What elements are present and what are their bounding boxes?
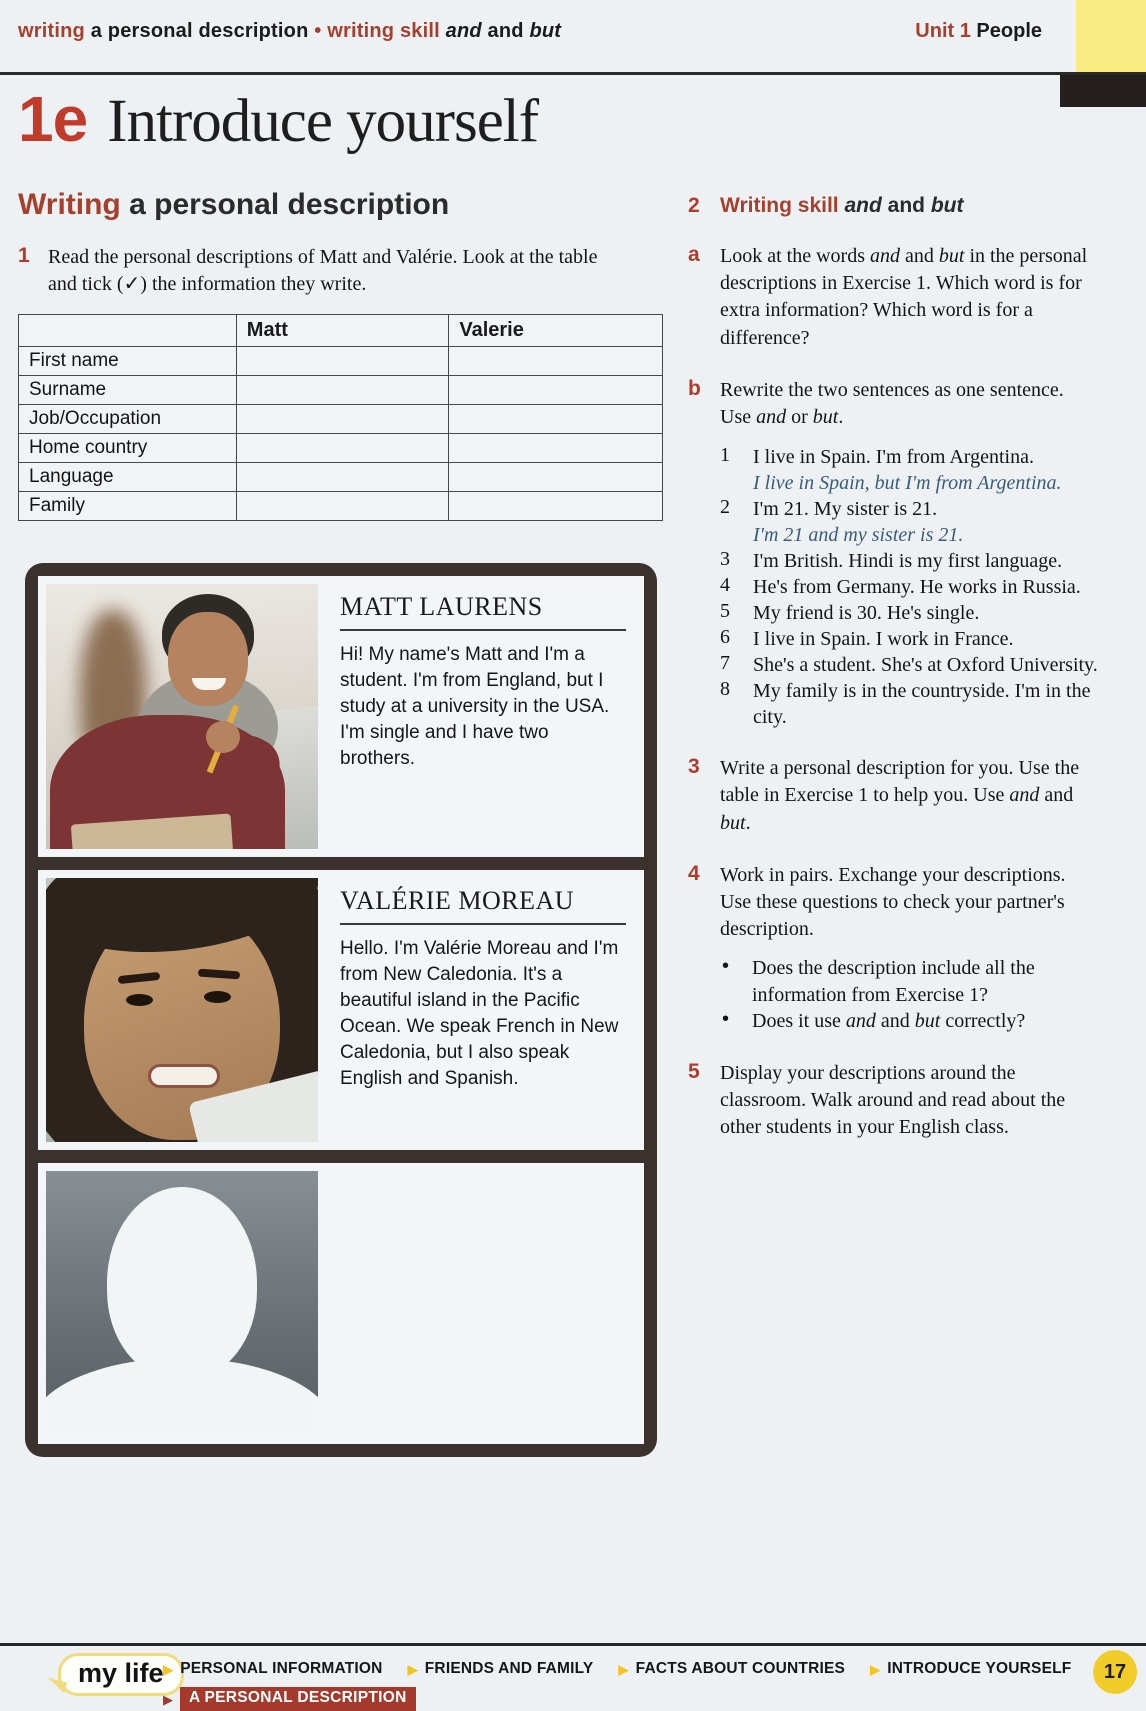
- tick-cell: [449, 346, 663, 375]
- table-header-row: [19, 314, 663, 346]
- checklist-item: • Does it use and and but correctly?: [722, 1008, 1128, 1035]
- rewrite-question: My friend is 30. He's single.: [753, 602, 980, 625]
- profile-card-matt: [38, 576, 644, 857]
- section-heading-writing: Writing a personal description: [18, 188, 450, 221]
- page-header-breadcrumb: writing a personal description • writing skill and and but: [18, 20, 562, 42]
- checklist-item: • Does the description include all the information from Exercise 1?: [722, 955, 1128, 1008]
- row-label: Family: [19, 491, 237, 520]
- row-label: Job/Occupation: [19, 404, 237, 433]
- footer-divider: [0, 1643, 1146, 1646]
- exercise-3: [688, 755, 1128, 837]
- tick-cell: [449, 433, 663, 462]
- exercise-5-number: 5: [688, 1060, 700, 1084]
- exercise-4-number: 4: [688, 861, 700, 885]
- silhouette-shoulders: [46, 1358, 318, 1436]
- lesson-badge: 1e: [18, 83, 88, 155]
- page-number: 17: [1093, 1650, 1137, 1694]
- section-2-number: 2: [688, 194, 700, 217]
- avatar-placeholder: [46, 1171, 318, 1436]
- profile-cards-frame: [25, 563, 657, 1457]
- matt-description: Hi! My name's Matt and I'm a student. I'm from England, but I study at a university in the USA. I'm single and I have two brothers.: [340, 644, 610, 770]
- right-column: [688, 194, 1128, 1142]
- exercise-1-number: 1: [18, 244, 30, 267]
- footer-nav: [163, 1660, 1071, 1678]
- table-row: [19, 346, 663, 375]
- arrow-icon: ▶: [618, 1661, 629, 1677]
- rewrite-question: I live in Spain. I work in France.: [753, 628, 1014, 651]
- exercise-1-instruction: Read the personal descriptions of Matt and Valérie. Look at the table and tick (✓) the information they write.: [48, 246, 598, 295]
- tick-table: [18, 314, 663, 521]
- name-underline: [340, 923, 626, 925]
- rewrite-list: [720, 444, 1128, 730]
- rewrite-item: 5 My friend is 30. He's single.: [720, 600, 980, 625]
- footer-nav-facts-about-countries: ▶ FACTS ABOUT COUNTRIES: [618, 1660, 846, 1677]
- breadcrumb-bullet: •: [314, 20, 322, 42]
- silhouette-head: [107, 1187, 257, 1379]
- rewrite-question: I'm 21. My sister is 21.: [753, 498, 938, 521]
- rewrite-answer: I live in Spain, but I'm from Argentina.: [753, 472, 1062, 495]
- table-header-valerie: Valerie: [449, 314, 663, 346]
- tick-cell: [449, 375, 663, 404]
- my-life-logo: my life: [58, 1653, 184, 1696]
- blank-description-panel: [326, 1163, 644, 1444]
- profile-card-valerie: [38, 870, 644, 1151]
- row-label: Surname: [19, 375, 237, 404]
- rewrite-question: My family is in the countryside. I'm in the city.: [753, 680, 1091, 729]
- exercise-4-checklist: [722, 955, 1128, 1035]
- table-row: [19, 462, 663, 491]
- rewrite-question: She's a student. She's at Oxford University.: [753, 654, 1098, 677]
- exercise-3-number: 3: [688, 755, 700, 779]
- exercise-5: [688, 1060, 1128, 1142]
- arrow-icon: ▶: [163, 1661, 174, 1677]
- bullet-icon: •: [722, 1008, 730, 1031]
- table-header-matt: Matt: [236, 314, 449, 346]
- matt-description-panel: [326, 576, 644, 857]
- exercise-2b-label: b: [688, 376, 701, 400]
- rewrite-item: 3 I'm British. Hindi is my first language.: [720, 548, 1063, 573]
- corner-block: [1060, 75, 1146, 107]
- matt-name: MATT LAURENS: [340, 592, 543, 621]
- valerie-name: VALÉRIE MOREAU: [340, 885, 575, 915]
- rewrite-item: 4 He's from Germany. He works in Russia.: [720, 574, 1081, 599]
- tick-cell: [236, 346, 449, 375]
- exercise-2a-label: a: [688, 243, 700, 266]
- arrow-icon: ▶: [163, 1691, 173, 1707]
- bullet-icon: •: [722, 955, 730, 978]
- table-row: [19, 433, 663, 462]
- breadcrumb-skill: writing skill: [327, 20, 440, 42]
- tick-cell: [449, 491, 663, 520]
- arrow-icon: ▶: [407, 1661, 418, 1677]
- exercise-5-instruction: Display your descriptions around the classroom. Walk around and read about the other students in your English class.: [720, 1062, 1066, 1139]
- unit-label: Unit 1 People: [915, 20, 1042, 42]
- tick-cell: [236, 433, 449, 462]
- footer-nav-introduce-yourself: ▶ INTRODUCE YOURSELF: [870, 1660, 1072, 1677]
- exercise-3-instruction: Write a personal description for you. Use the table in Exercise 1 to help you. Use and and but.: [720, 757, 1080, 834]
- rewrite-item: 7 She's a student. She's at Oxford University.: [720, 652, 1098, 677]
- footer-nav-friends-and-family: ▶ FRIENDS AND FAMILY: [407, 1660, 594, 1677]
- section-heading-writing-skill: [688, 194, 1128, 218]
- footer-nav-personal-information: ▶ PERSONAL INFORMATION: [163, 1660, 383, 1677]
- rewrite-item: 1 I live in Spain. I'm from Argentina. I live in Spain, but I'm from Argentina.: [720, 444, 1062, 495]
- breadcrumb-topic: writing: [18, 20, 85, 42]
- rewrite-item: 6 I live in Spain. I work in France.: [720, 626, 1014, 651]
- rewrite-answer: I'm 21 and my sister is 21.: [753, 524, 964, 547]
- header-divider: [0, 72, 1146, 75]
- footer-active-topic: [163, 1687, 416, 1711]
- tick-cell: [236, 491, 449, 520]
- row-label: Language: [19, 462, 237, 491]
- table-row: [19, 375, 663, 404]
- rewrite-question: I live in Spain. I'm from Argentina.: [753, 446, 1034, 469]
- section-2-title: Writing skill and and but: [720, 194, 964, 217]
- table-row: [19, 404, 663, 433]
- exercise-1: [18, 244, 663, 298]
- active-topic-badge: A PERSONAL DESCRIPTION: [180, 1687, 416, 1711]
- page-title: [18, 82, 538, 157]
- rewrite-item: 2 I'm 21. My sister is 21. I'm 21 and my sister is 21.: [720, 496, 964, 547]
- tick-cell: [236, 404, 449, 433]
- valerie-description: Hello. I'm Valérie Moreau and I'm from New Caledonia. It's a beautiful island in the Pacific Ocean. We speak French in New Caledonia, but I also speak English and Spanish.: [340, 937, 619, 1089]
- exercise-2a-instruction: Look at the words and and but in the personal descriptions in Exercise 1. Which word is for extra information? Which word is for a difference?: [720, 245, 1088, 349]
- exercise-4: [688, 862, 1128, 944]
- rewrite-question: I'm British. Hindi is my first language.: [753, 550, 1063, 573]
- table-row: [19, 491, 663, 520]
- profile-card-blank: [38, 1163, 644, 1444]
- row-label: Home country: [19, 433, 237, 462]
- tick-cell: [449, 462, 663, 491]
- tick-cell: [236, 462, 449, 491]
- table-header-blank: [19, 314, 237, 346]
- exercise-2a: [688, 243, 1128, 352]
- name-underline: [340, 629, 626, 631]
- tick-cell: [236, 375, 449, 404]
- unit-color-tab: [1076, 0, 1146, 72]
- exercise-2b: [688, 377, 1128, 431]
- exercise-4-instruction: Work in pairs. Exchange your descriptions. Use these questions to check your partner's description.: [720, 863, 1066, 941]
- left-column: [18, 188, 663, 521]
- valerie-photo: [46, 878, 318, 1143]
- row-label: First name: [19, 346, 237, 375]
- tick-cell: [449, 404, 663, 433]
- matt-photo: [46, 584, 318, 849]
- exercise-2b-instruction: Rewrite the two sentences as one sentence. Use and or but.: [720, 378, 1064, 428]
- rewrite-question: He's from Germany. He works in Russia.: [753, 576, 1081, 599]
- valerie-description-panel: [326, 870, 644, 1151]
- arrow-icon: ▶: [870, 1661, 881, 1677]
- lesson-title: Introduce yourself: [107, 88, 539, 155]
- rewrite-item: 8 My family is in the countryside. I'm in the city.: [720, 678, 1128, 730]
